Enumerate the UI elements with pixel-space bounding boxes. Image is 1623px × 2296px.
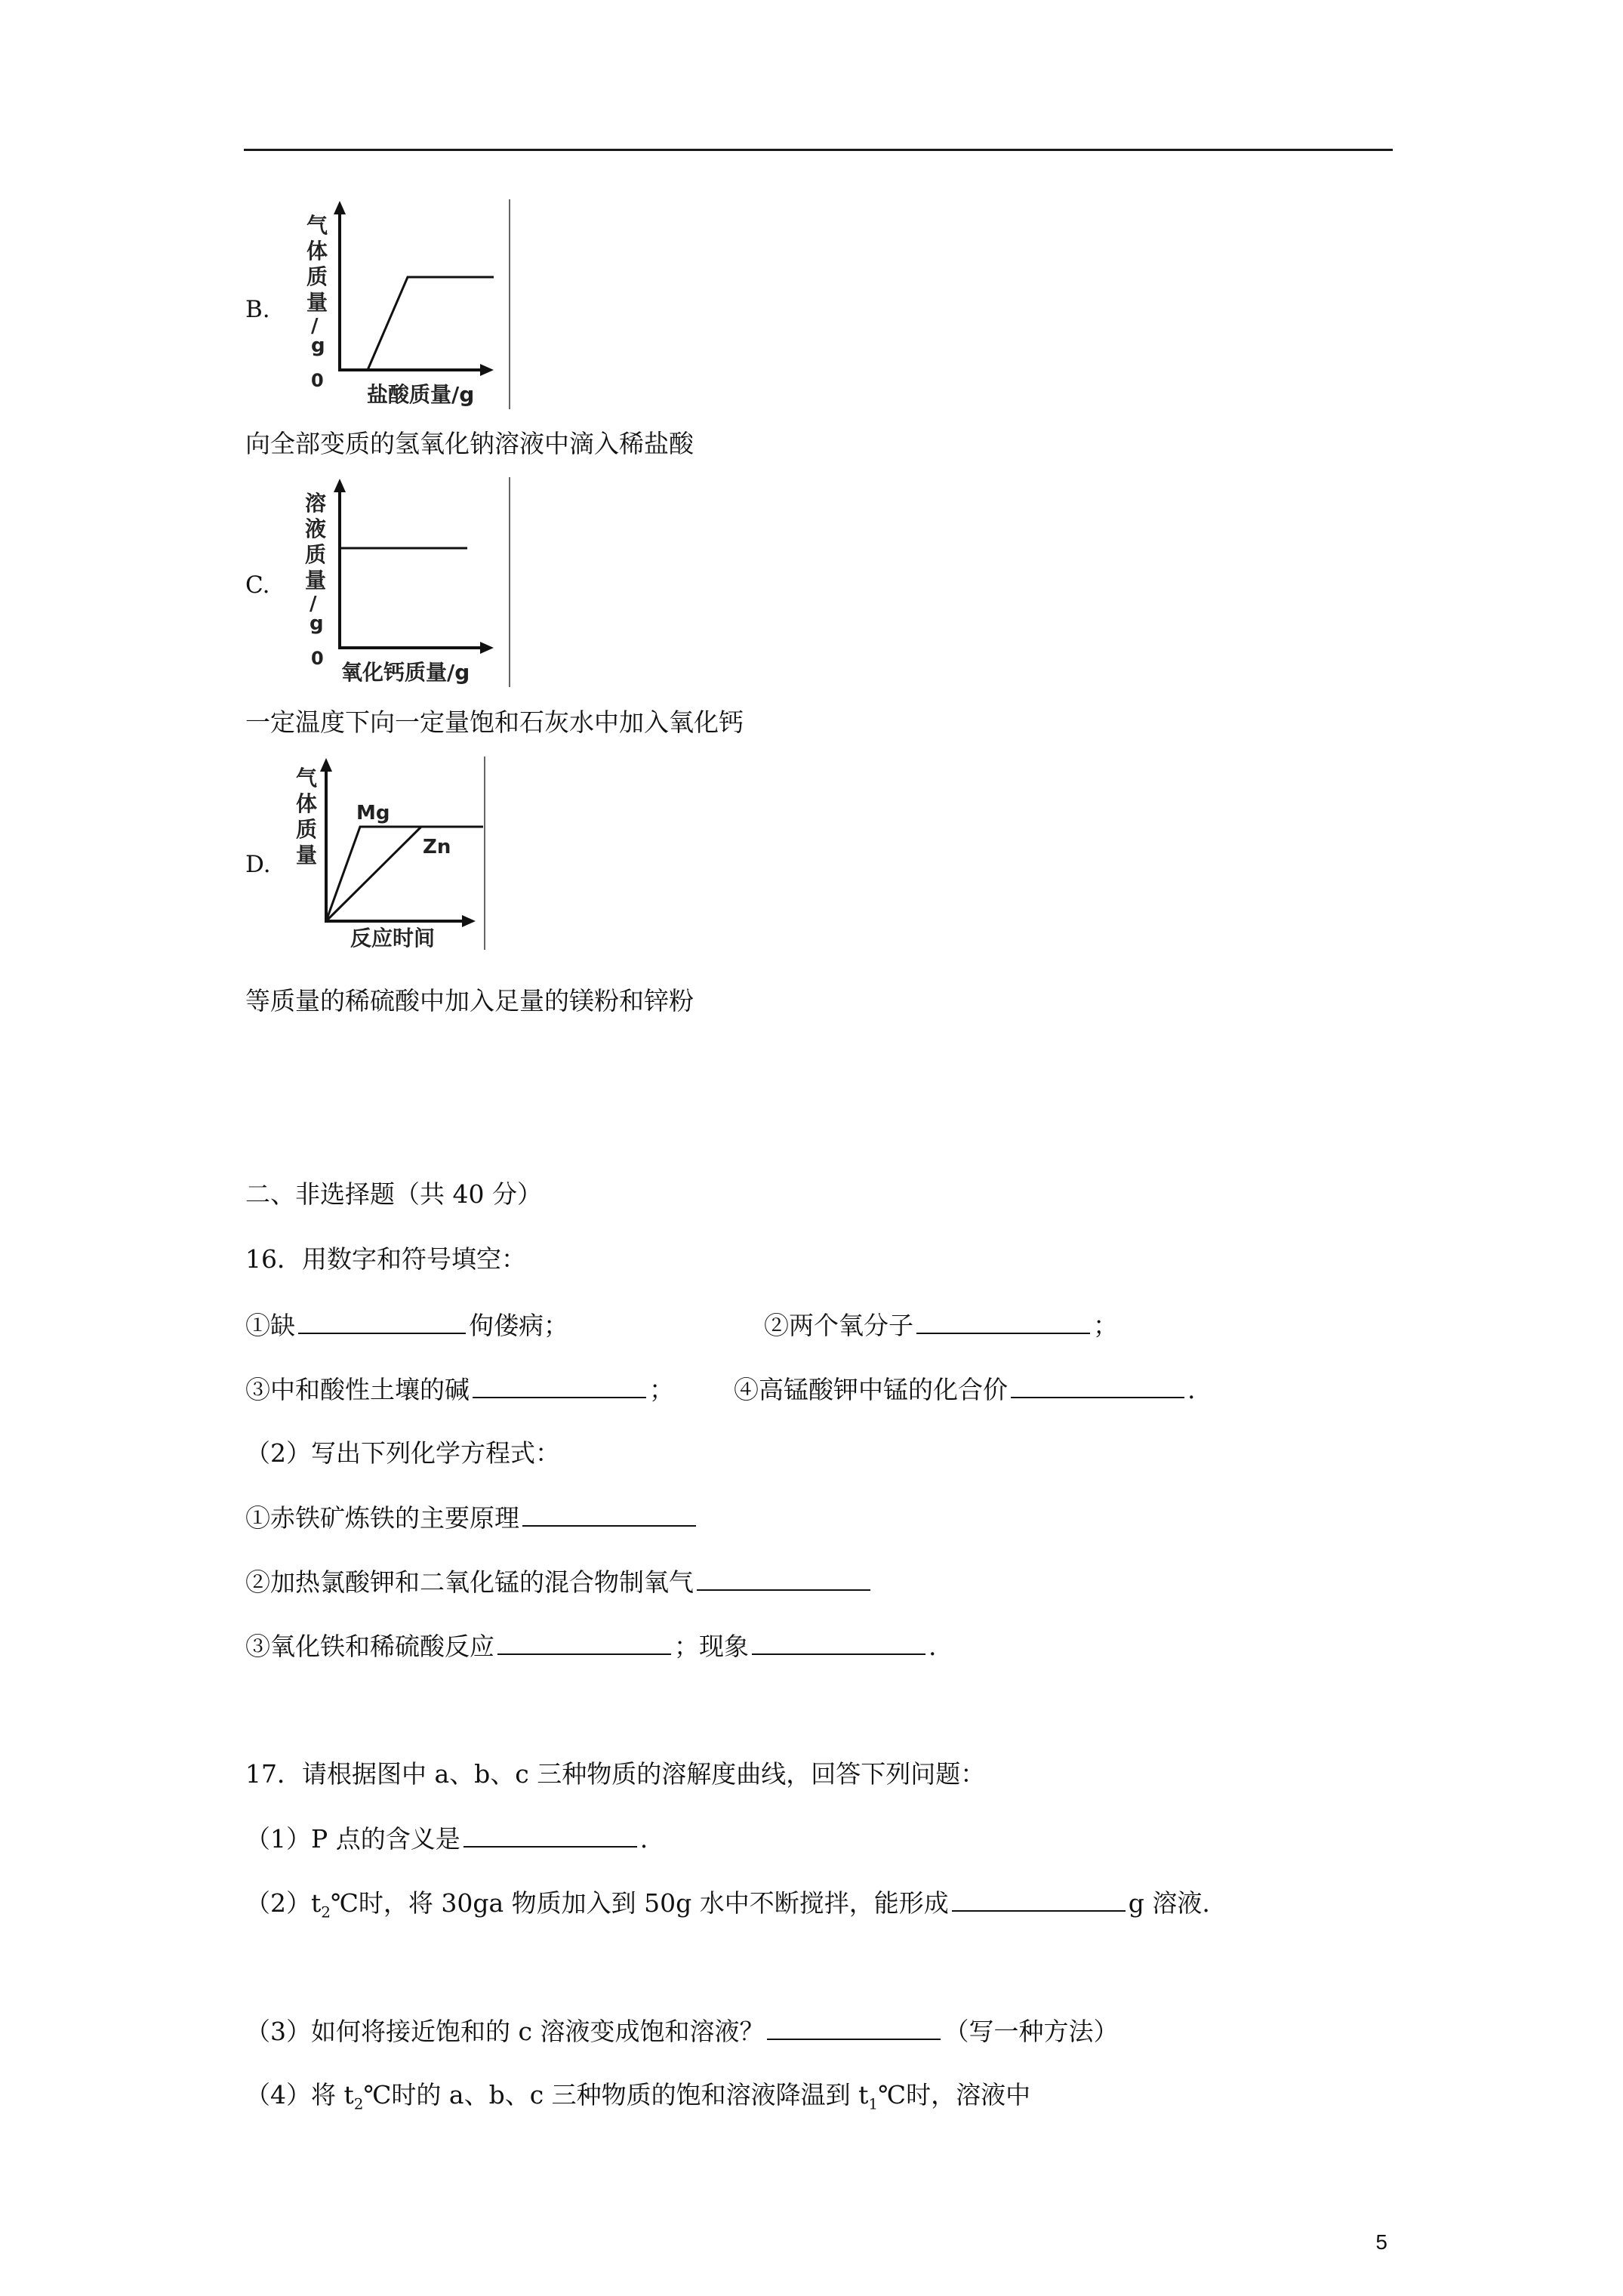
- option-d-label: D.: [245, 851, 271, 878]
- graph-b-x-label: 盐酸质量/g: [367, 382, 475, 407]
- answer-blank[interactable]: [916, 1310, 1090, 1334]
- graph-c-y-char: 液: [305, 516, 327, 541]
- section-heading: 二、非选择题（共 40 分）: [245, 1179, 542, 1209]
- answer-blank[interactable]: [298, 1310, 466, 1334]
- graph-b-y-label: [306, 213, 328, 357]
- q16-l2b: ；: [649, 1375, 674, 1404]
- answer-blank[interactable]: [463, 1823, 637, 1848]
- graph-b-y-char: 量: [306, 290, 328, 315]
- q17-part1: [245, 1823, 648, 1854]
- answer-blank[interactable]: [522, 1502, 696, 1527]
- answer-blank[interactable]: [497, 1631, 671, 1655]
- graph-c-y-char: 质: [305, 542, 327, 567]
- q16-eq1: [245, 1502, 699, 1533]
- answer-blank[interactable]: [697, 1567, 870, 1591]
- caption-b: 向全部变质的氢氧化钠溶液中滴入稀盐酸: [245, 429, 694, 458]
- q16-line1-left: [245, 1310, 568, 1341]
- q16-l2a: ③中和酸性土壤的碱: [245, 1375, 470, 1404]
- graph-d-y-char: 气: [296, 766, 318, 791]
- graph-c-x-label: 氧化钙质量/g: [341, 660, 470, 685]
- graph-c-y-char: /: [310, 593, 317, 615]
- q17-p3b: （写一种方法）: [944, 2017, 1119, 2046]
- option-c-label: C.: [245, 572, 270, 599]
- caption-d: 等质量的稀硫酸中加入足量的镁粉和锌粉: [245, 986, 694, 1015]
- q16-line2-right: [734, 1374, 1196, 1405]
- q16-l1a: ①缺: [245, 1311, 295, 1340]
- q17-p2c: g 溶液.: [1128, 1888, 1210, 1918]
- answer-blank[interactable]: [952, 1888, 1126, 1912]
- q17-p4c: ℃时，溶液中: [878, 2080, 1031, 2110]
- q16-e3c: .: [929, 1632, 937, 1661]
- graph-d-y-label: [296, 766, 317, 868]
- graph-b-y-char: /: [311, 315, 319, 337]
- option-b-label: B.: [245, 296, 270, 323]
- q17-part3: [245, 2016, 1118, 2047]
- q17-p1a: （1）P 点的含义是: [245, 1824, 460, 1854]
- graph-c-y-label: [305, 491, 326, 635]
- q17-stem: 17．请根据图中 a、b、c 三种物质的溶解度曲线，回答下列问题：: [245, 1759, 986, 1789]
- q16-eq2: [245, 1567, 873, 1598]
- q17-p1b: .: [639, 1824, 648, 1854]
- graph-d-y-char: 体: [296, 791, 318, 816]
- q16-line2-left: [245, 1374, 674, 1405]
- answer-blank[interactable]: [1011, 1374, 1184, 1398]
- q16-l1d: ；: [1093, 1311, 1118, 1340]
- q17-part2: [245, 1888, 1210, 1928]
- page-number: 5: [1375, 2230, 1387, 2254]
- graph-b-y-char: 气: [306, 213, 328, 238]
- q16-l2d: .: [1187, 1375, 1196, 1404]
- graph-d-y-char: 量: [296, 843, 318, 868]
- answer-blank[interactable]: [473, 1374, 646, 1398]
- q17-p4-sub1: 2: [353, 2094, 364, 2113]
- q16-e3b: ；现象: [674, 1632, 749, 1661]
- q16-e1: ①赤铁矿炼铁的主要原理: [245, 1503, 519, 1533]
- caption-c: 一定温度下向一定量饱和石灰水中加入氧化钙: [245, 707, 744, 737]
- answer-blank[interactable]: [767, 2016, 941, 2040]
- graph-d-series-mg: Mg: [356, 802, 390, 824]
- graph-d-x-label: 反应时间: [350, 926, 436, 951]
- q17-part4: [245, 2080, 1030, 2119]
- q17-p4a: （4）将 t: [245, 2080, 354, 2110]
- graph-c: [288, 476, 515, 689]
- q16-e3a: ③氧化铁和稀硫酸反应: [245, 1632, 494, 1661]
- answer-blank[interactable]: [752, 1631, 925, 1655]
- q16-eq3: [245, 1631, 937, 1662]
- graph-c-y-char: 量: [305, 568, 327, 593]
- q16-line1-right: [764, 1310, 1118, 1341]
- graph-b-origin: 0: [311, 370, 324, 391]
- header-rule: [244, 149, 1393, 151]
- graph-b-y-char: 质: [306, 264, 328, 289]
- q17-p2a: （2）t: [245, 1888, 322, 1918]
- graph-d: [288, 755, 492, 953]
- q16-stem: 16．用数字和符号填空：: [245, 1244, 526, 1274]
- graph-c-origin: 0: [311, 648, 324, 669]
- q16-l2c: ④高锰酸钾中锰的化合价: [734, 1375, 1008, 1404]
- q17-p2b: ℃时，将 30ga 物质加入到 50g 水中不断搅拌，能形成: [331, 1888, 949, 1918]
- graph-c-y-char: g: [310, 612, 324, 635]
- graph-c-y-char: 溶: [305, 491, 327, 516]
- graph-d-series-zn: Zn: [423, 836, 451, 858]
- graph-b-y-char: 体: [306, 239, 328, 264]
- q17-p4b: ℃时的 a、b、c 三种物质的饱和溶液降温到 t: [363, 2080, 869, 2110]
- graph-d-y-char: 质: [296, 817, 318, 842]
- graph-b: [288, 198, 515, 411]
- q16-part2: （2）写出下列化学方程式：: [245, 1438, 560, 1468]
- q16-l1c: ②两个氧分子: [764, 1311, 913, 1340]
- graph-b-y-char: g: [311, 334, 325, 357]
- q17-p4-sub2: 1: [868, 2094, 879, 2113]
- q16-e2: ②加热氯酸钾和二氧化锰的混合物制氧气: [245, 1567, 694, 1597]
- q17-p2-sub: 2: [321, 1903, 331, 1922]
- q17-p3a: （3）如何将接近饱和的 c 溶液变成饱和溶液？: [245, 2017, 765, 2046]
- q16-l1b: 佝偻病；: [469, 1311, 568, 1340]
